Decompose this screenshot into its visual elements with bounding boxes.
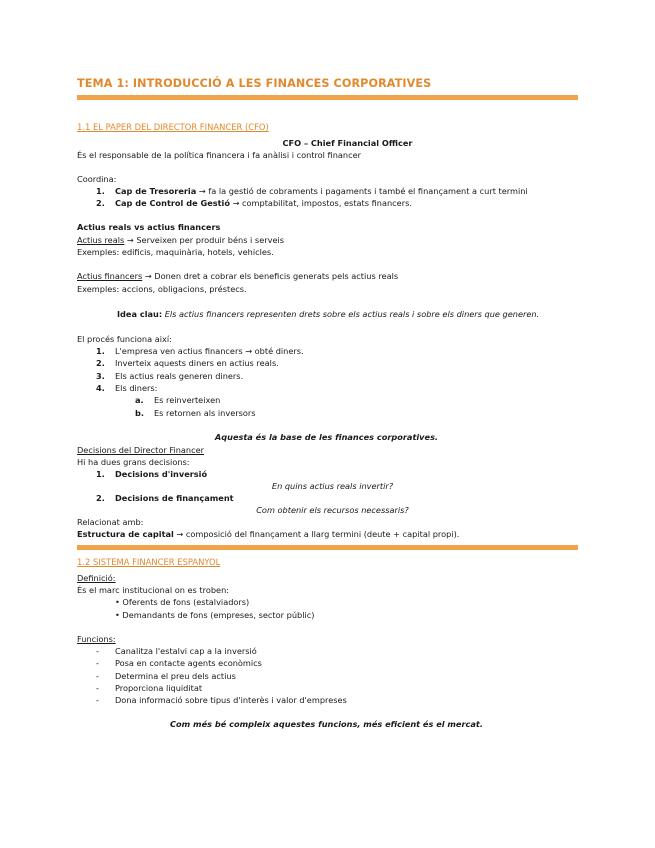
list-number: 1. [96,469,105,479]
diners-item-a [135,395,220,406]
decision-question-text: Com obtenir els recursos necessaris? [256,505,409,515]
idea-clau-label: Idea clau: [117,309,163,319]
list-number: 1. [96,346,105,356]
actius-reals-label: Actius reals [77,235,125,245]
list-dash: - [96,658,99,668]
estructura-capital [77,529,459,540]
coordina-item-name: Cap de Control de Gestió [115,198,230,208]
proces-item-text: Els actius reals generen diners. [115,371,244,381]
proces-item-1 [96,346,304,357]
relacionat-label: Relacionat amb: [77,517,144,527]
section-divider-bar [77,545,578,550]
funcio-item-text: Posa en contacte agents econòmics [115,658,262,668]
base-statement [0,432,655,443]
coordina-item-text: → fa la gestió de cobraments i pagaments i també el finançament a curt termini [196,186,528,196]
estructura-capital-label: Estructura de capital [77,529,174,539]
closing-statement-text: Com més bé compleix aquestes funcions, més eficient és el mercat. [170,719,483,729]
definicio-item-2: • Demandants de fons (empreses, sector públic) [115,610,315,620]
actius-financers-line [77,271,398,282]
list-letter: a. [135,395,144,405]
funcio-item-text: Proporciona liquiditat [115,683,203,693]
idea-clau [117,309,539,320]
list-dash: - [96,695,99,705]
proces-item-text: Inverteix aquests diners en actius reals. [115,358,279,368]
diners-item-b [135,408,256,419]
definicio-item-1: • Oferents de fons (estalviadors) [115,597,250,607]
coordina-label: Coordina: [77,174,117,184]
actius-financers-examples: Exemples: accions, obligacions, préstecs. [77,284,247,294]
actius-heading: Actius reals vs actius financers [77,222,221,232]
funcions-label: Funcions: [77,634,116,644]
proces-item-4 [96,383,157,394]
funcio-item-5 [96,695,347,706]
list-number: 2. [96,198,105,208]
list-dash: - [96,671,99,681]
funcio-item-2 [96,658,262,669]
decision-question-2 [0,505,655,516]
coordina-item-name: Cap de Tresoreria [115,186,197,196]
definicio-text: És el marc institucional on es troben: [77,585,230,595]
base-statement-text: Aquesta és la base de les finances corporatives. [214,432,439,442]
estructura-capital-text: → composició del finançament a llarg termini (deute + capital propi). [173,529,460,539]
list-number: 2. [96,358,105,368]
list-number: 1. [96,186,105,196]
proces-item-text: L'empresa ven actius financers → obté diners. [115,346,304,356]
proces-item-text: Els diners: [115,383,158,393]
funcio-item-1 [96,646,257,657]
diners-item-text: Es retornen als inversors [154,408,256,418]
actius-reals-examples: Exemples: edificis, maquinària, hotels, vehicles. [77,247,274,257]
funcio-item-text: Dona informació sobre tipus d'interès i valor d'empreses [115,695,347,705]
actius-reals-line [77,235,284,246]
decision-item-name: Decisions d'inversió [115,469,208,479]
diners-item-text: Es reinverteixen [154,395,221,405]
decisions-intro: Hi ha dues grans decisions: [77,457,190,467]
funcio-item-text: Determina el preu dels actius [115,671,236,681]
actius-financers-text: → Donen dret a cobrar els beneficis generats pels actius reals [142,271,399,281]
list-number: 4. [96,383,105,393]
cfo-title-text: CFO – Chief Financial Officer [282,138,413,148]
coordina-item-2 [96,198,412,209]
funcio-item-text: Canalitza l'estalvi cap a la inversió [115,646,257,656]
section-heading-1-1: 1.1 EL PAPER DEL DIRECTOR FINANCER (CFO) [77,122,269,132]
proces-item-2 [96,358,279,369]
decision-item-name: Decisions de finançament [115,493,234,503]
list-dash: - [96,646,99,656]
list-letter: b. [135,408,144,418]
closing-statement [0,719,655,730]
proces-label: El procés funciona així: [77,334,172,344]
page-title: TEMA 1: INTRODUCCIÓ A LES FINANCES CORPORATIVES [77,77,432,90]
coordina-item-1 [96,186,528,197]
cfo-title [0,138,655,149]
cfo-description: És el responsable de la política financera i fa anàlisi i control financer [77,150,362,160]
actius-financers-label: Actius financers [77,271,143,281]
section-heading-1-2: 1.2 SISTEMA FINANCER ESPANYOL [77,557,221,567]
actius-reals-text: → Serveixen per produir béns i serveis [124,235,285,245]
funcio-item-4 [96,683,202,694]
decision-question-1 [0,481,655,492]
definicio-label: Definició: [77,573,116,583]
idea-clau-text: Els actius financers representen drets sobre els actius reals i sobre els diners que generen. [162,309,540,319]
decision-item-2 [96,493,234,504]
decision-item-1 [96,469,207,480]
list-dash: - [96,683,99,693]
list-number: 3. [96,371,105,381]
coordina-item-text: → comptabilitat, impostos, estats financers. [229,198,412,208]
proces-item-3 [96,371,243,382]
title-underline-bar [77,95,578,100]
decisions-label: Decisions del Director Financer [77,445,205,455]
decision-question-text: En quins actius reals invertir? [271,481,394,491]
funcio-item-3 [96,671,236,682]
list-number: 2. [96,493,105,503]
